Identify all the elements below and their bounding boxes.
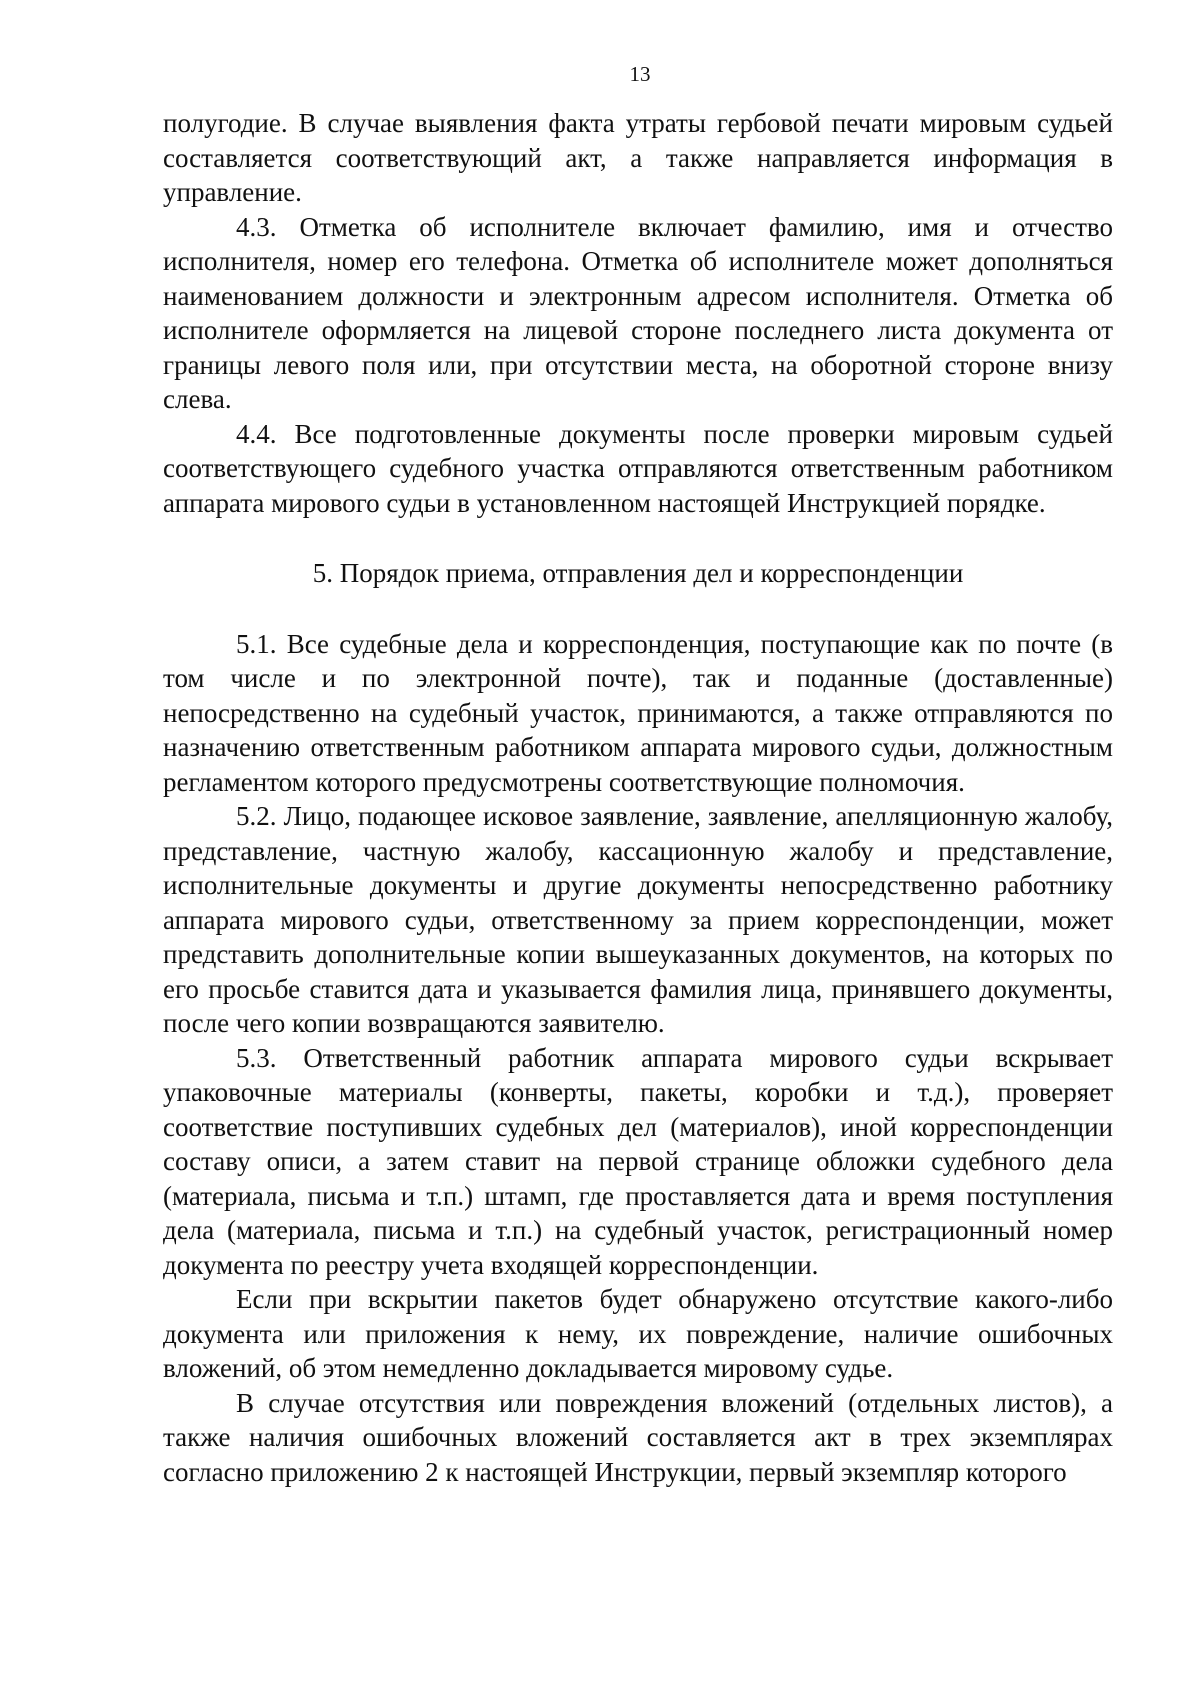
page-number: 13 xyxy=(629,62,651,86)
paragraph-4-4: 4.4. Все подготовленные документы после проверки мировым судьей соответствующего судебного участка отправляются ответственным работником аппарата мирового судьи в установленном настоящей Инструкцией порядке. xyxy=(163,418,1113,518)
paragraph-4-3: 4.3. Отметка об исполнителе включает фамилию, имя и отчество исполнителя, номер его телефона. Отметка об исполнителе может дополняться наименованием должности и электронным адресом исполнителя. Отметка об исполнителе оформляется на лицевой стороне последнего листа документа от границы левого поля или, при отсутствии места, на оборотной стороне внизу слева. xyxy=(163,211,1113,414)
paragraph-5-2: 5.2. Лицо, подающее исковое заявление, заявление, апелляционную жалобу, представление, частную жалобу, кассационную жалобу и представление, исполнительные документы и другие документы непосредственно работнику аппарата мирового судьи, ответственному за прием корреспонденции, может представить дополнительные копии вышеуказанных документов, на которых по его просьбе ставится дата и указывается фамилия лица, принявшего документы, после чего копии возвращаются заявителю. xyxy=(163,801,1113,1038)
document-body xyxy=(163,106,1113,1489)
paragraph-5-1: 5.1. Все судебные дела и корреспонденция, поступающие как по почте (в том числе и по электронной почте), так и поданные (доставленные) непосредственно на судебный участок, принимаются, а также отправляются по назначению ответственным работником аппарата мирового судьи, должностным регламентом которого предусмотрены соответствующие полномочия. xyxy=(163,628,1113,797)
paragraph-act: В случае отсутствия или повреждения вложений (отдельных листов), а также наличия ошибочных вложений составляется акт в трех экземплярах согласно приложению 2 к настоящей Инструкции, первый экземпляр которого xyxy=(163,1387,1113,1487)
paragraph-5-3: 5.3. Ответственный работник аппарата мирового судьи вскрывает упаковочные материалы (конверты, пакеты, коробки и т.д.), проверяет соответствие поступивших судебных дел (материалов), иной корреспонденции составу описи, а затем ставит на первой странице обложки судебного дела (материала, письма и т.п.) штамп, где проставляется дата и время поступления дела (материала, письма и т.п.) на судебный участок, регистрационный номер документа по реестру учета входящей корреспонденции. xyxy=(163,1042,1113,1280)
paragraph-continuation: полугодие. В случае выявления факта утраты гербовой печати мировым судьей составляется соответствующий акт, а также направляется информация в управление. xyxy=(163,108,1113,207)
paragraph-missing-documents: Если при вскрытии пакетов будет обнаружено отсутствие какого-либо документа или приложения к нему, их повреждение, наличие ошибочных вложений, об этом немедленно докладывается мировому судье. xyxy=(163,1284,1113,1383)
section-5-heading: 5. Порядок приема, отправления дел и корреспонденции xyxy=(312,558,964,588)
